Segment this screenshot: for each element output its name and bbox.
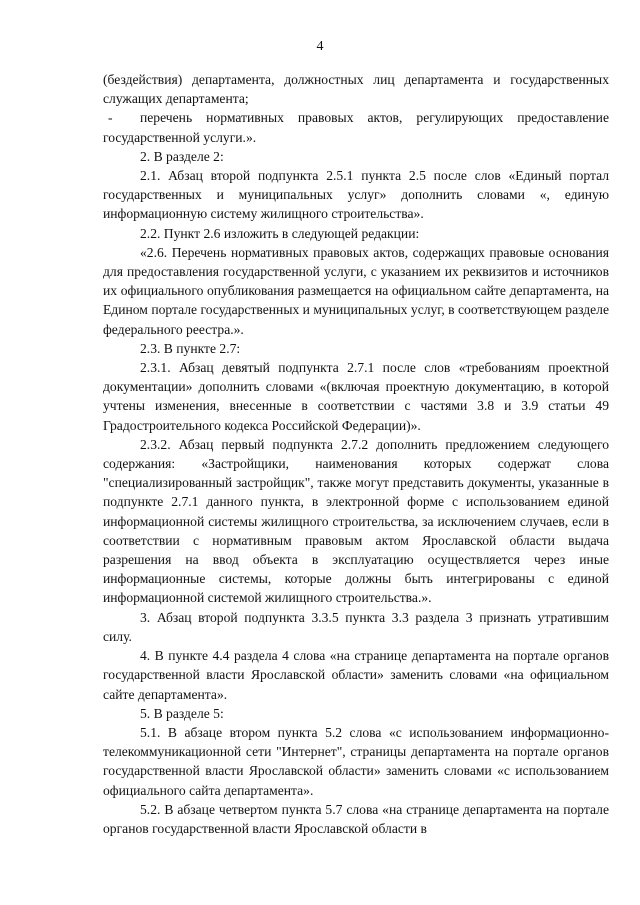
list-dash-marker: -	[108, 110, 113, 126]
paragraph-5: 2.2. Пункт 2.6 изложить в следующей редакции:	[140, 225, 420, 241]
paragraph-8: 2.3.1. Абзац девятый подпункта 2.7.1 после слов «требованиям проектной документации» дополнить словами «(включая проектную документацию, в которой учтены изменения, внесенные в соответствии с частями 3.8 и 3.9 статьи 49 Градостроительного кодекса Российской Федерации)».	[103, 360, 609, 433]
page-number: 4	[316, 39, 324, 54]
paragraph-4: 2.1. Абзац второй подпункта 2.5.1 пункта 2.5 после слов «Единый портал государственных и муниципальных услуг» дополнить словами «, единую информационную систему жилищного строительства».	[103, 168, 609, 222]
paragraph-7: 2.3. В пункте 2.7:	[140, 340, 241, 356]
paragraph-14: 5.2. В абзаце четвертом пункта 5.7 слова «на странице департамента на портале органов государственной власти Ярославской области в	[103, 801, 609, 836]
paragraph-12: 5. В разделе 5:	[140, 705, 224, 721]
paragraph-13: 5.1. В абзаце втором пункта 5.2 слова «с использованием информационно-телекоммуникационной сети "Интернет", страницы департамента на портале органов государственной власти Ярославской области» заменить словами «с использованием официального сайта департамента».	[103, 724, 609, 798]
paragraph-6: «2.6. Перечень нормативных правовых актов, содержащих правовые основания для предоставления государственной услуги, с указанием их реквизитов и источников их официального опубликования размещается на официальном сайте департамента, на Едином портале государственных и муниципальных услуг, в соответствующем разделе федерального реестра.».	[103, 244, 609, 337]
paragraph-10: 3. Абзац второй подпункта 3.3.5 пункта 3.3 раздела 3 признать утратившим силу.	[103, 609, 609, 644]
paragraph-1: (бездействия) департамента, должностных лиц департамента и государственных служащих департамента;	[103, 72, 609, 107]
paragraph-2-list-item	[103, 108, 609, 146]
paragraph-3: 2. В разделе 2:	[140, 148, 224, 164]
paragraph-2-text: перечень нормативных правовых актов, регулирующих предоставление государственной услуги.».	[103, 110, 609, 145]
paragraph-9: 2.3.2. Абзац первый подпункта 2.7.2 дополнить предложением следующего содержания: «Застройщики, наименования которых содержат слова "специализированный застройщик", также могут представить документы, указанные в подпункте 2.7.1 данного пункта, в электронной форме с использованием единой информационной системы жилищного строительства, за исключением случаев, если в соответствии с нормативным правовым актом Ярославской области выдача разрешения на ввод объекта в эксплуатацию осуществляется через иные информационные системы, которые должны быть интегрированы с единой информационной системой жилищного строительства.».	[103, 436, 609, 606]
document-body	[103, 70, 609, 838]
paragraph-11: 4. В пункте 4.4 раздела 4 слова «на странице департамента на портале органов государственной власти Ярославской области» заменить словами «на официальном сайте департамента».	[103, 648, 609, 702]
